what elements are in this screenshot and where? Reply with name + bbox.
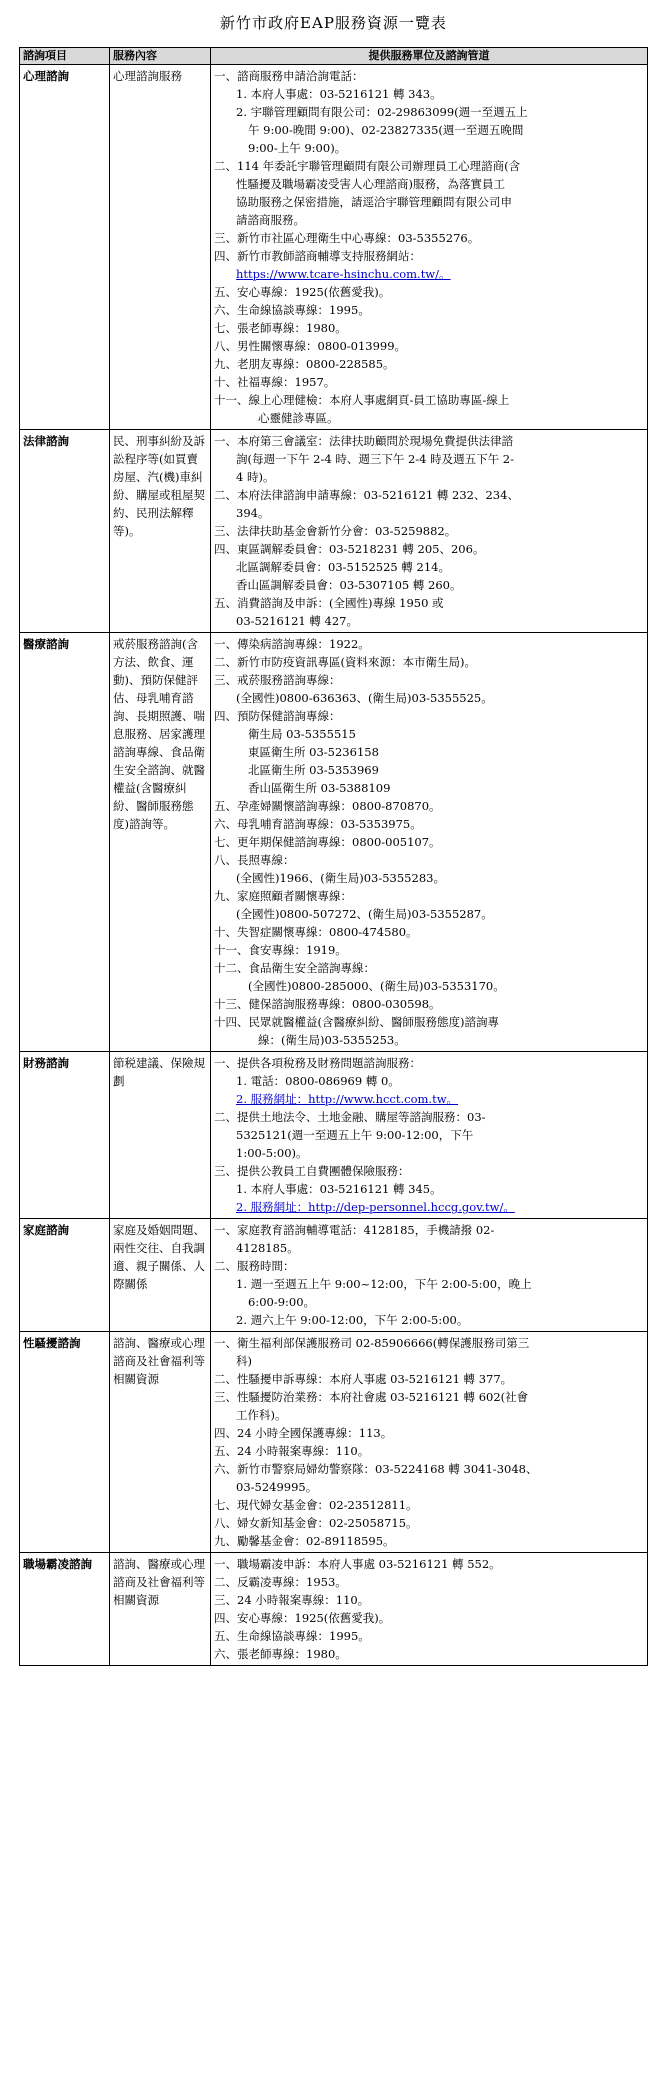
provider-line: 十一、食安專線：1919。 [214,943,347,957]
row-provider-list [211,633,648,1052]
provider-line: 一、家庭教育諮詢輔導電話：4128185，手機請撥 02- [214,1223,495,1237]
provider-line: 三、提供公教員工自費團體保險服務： [214,1164,410,1178]
provider-line: 心靈健診專區。 [258,411,339,425]
provider-line: 工作科)。 [236,1408,287,1422]
provider-line: 七、現代婦女基金會：02-23512811。 [214,1498,418,1512]
row-provider-list [211,1052,648,1219]
row-service: 戒菸服務諮詢(含方法、飲食、運動)、預防保健評估、母乳哺育諮詢、長期照護、喘息服務、居家護理諮詢專線、食品衛生安全諮詢、就醫權益(含醫療糾紛、醫師服務態度)諮詢等。 [110,633,211,1052]
provider-line: 十四、民眾就醫權益(含醫療糾紛、醫師服務態度)諮詢專 [214,1015,499,1029]
provider-line: 香山區衛生所 03-5388109 [248,781,391,795]
table-body [20,65,648,1666]
table-row [20,633,648,1052]
provider-line: 一、本府第三會議室：法律扶助顧問於現場免費提供法律諮 [214,434,513,448]
provider-line: 八、男性關懷專線：0800-013999。 [214,339,407,353]
row-category: 家庭諮詢 [20,1219,110,1332]
provider-line: 性騷擾及職場霸凌受害人心理諮商)服務，為落實員工 [236,177,505,191]
row-service: 家庭及婚姻問題、兩性交往、自我調適、親子關係、人際關係 [110,1219,211,1332]
provider-line: (全國性)1966、(衛生局)03-5355283。 [236,871,445,885]
provider-line: 詢(每週一下午 2-4 時、週三下午 2-4 時及週五下午 2- [236,452,515,466]
provider-line: 九、勵馨基金會：02-89118595。 [214,1534,395,1548]
provider-line: 香山區調解委員會：03-5307105 轉 260。 [236,578,462,592]
provider-line: 394。 [236,506,270,520]
provider-line: 二、服務時間： [214,1259,295,1273]
row-service: 民、刑事糾紛及訴訟程序等(如買賣房屋、汽(機)車糾紛、購屋或租屋契約、民刑法解釋等)。 [110,430,211,633]
provider-line: 三、性騷擾防治業務：本府社會處 03-5216121 轉 602(社會 [214,1390,529,1404]
provider-line: 十、社福專線：1957。 [214,375,336,389]
provider-line: 十三、健保諮詢服務專線：0800-030598。 [214,997,441,1011]
provider-line: 九、老朋友專線：0800-228585。 [214,357,395,371]
provider-line: 北區調解委員會：03-5152525 轉 214。 [236,560,450,574]
provider-line: 2. 週六上午 9:00-12:00，下午 2:00-5:00。 [236,1313,469,1327]
provider-line: 一、職場霸凌申訴：本府人事處 03-5216121 轉 552。 [214,1557,501,1571]
provider-line: 協助服務之保密措施，請逕洽宇聯管理顧問有限公司申 [236,195,512,209]
provider-line: 請諮商服務。 [236,213,305,227]
provider-link-line[interactable]: 2. 服務網址：http://dep-personnel.hccg.gov.tw/。 [236,1200,515,1214]
provider-line: 五、24 小時報案專線：110。 [214,1444,370,1458]
table-header-row [20,48,648,65]
provider-line: 科) [236,1354,252,1368]
provider-line: 六、張老師專線：1980。 [214,1647,347,1661]
provider-link-line[interactable]: 2. 服務網址：http://www.hcct.com.tw。 [236,1092,459,1106]
provider-line: (全國性)0800-636363、(衛生局)03-5355525。 [236,691,493,705]
provider-line: 四、預防保健諮詢專線： [214,709,341,723]
provider-line: 五、孕產婦關懷諮詢專線：0800-870870。 [214,799,441,813]
provider-line: 9:00-上午 9:00)。 [248,141,347,155]
provider-line: 1. 電話：0800-086969 轉 0。 [236,1074,400,1088]
row-provider-list [211,1553,648,1666]
table-row [20,1052,648,1219]
row-provider-list [211,1332,648,1553]
provider-line: 午 9:00-晚間 9:00)、02-23827335(週一至週五晚間 [248,123,524,137]
provider-line: (全國性)0800-507272、(衛生局)03-5355287。 [236,907,493,921]
provider-line: 四、安心專線：1925(依舊愛我)。 [214,1611,391,1625]
row-provider-list [211,65,648,430]
provider-line: 六、母乳哺育諮詢專線：03-5353975。 [214,817,422,831]
row-service: 節税建議、保險規劃 [110,1052,211,1219]
provider-line: 2. 宇聯管理顧問有限公司：02-29863099(週一至週五上 [236,105,528,119]
header-service: 服務內容 [110,48,211,65]
provider-line: 四、24 小時全國保護專線：113。 [214,1426,393,1440]
provider-line: 八、長照專線： [214,853,295,867]
provider-line: 二、新竹市防疫資訊專區(資料來源：本市衛生局)。 [214,655,476,669]
provider-line: 東區衛生所 03-5236158 [248,745,379,759]
provider-line: 03-5216121 轉 427。 [236,614,358,628]
table-row [20,430,648,633]
provider-line: 1. 週一至週五上午 9:00~12:00，下午 2:00-5:00，晚上 [236,1277,532,1291]
provider-line: 二、本府法律諮詢申請專線：03-5216121 轉 232、234、 [214,488,519,502]
provider-line: 五、生命線協談專線：1995。 [214,1629,370,1643]
provider-line: 十一、線上心理健檢：本府人事處網頁-員工協助專區-線上 [214,393,510,407]
row-service: 諮詢、醫療或心理諮商及社會福利等相關資源 [110,1553,211,1666]
row-category: 法律諮詢 [20,430,110,633]
provider-line: 5325121(週一至週五上午 9:00-12:00，下午 [236,1128,474,1142]
provider-line: 一、提供各項稅務及財務問題諮詢服務： [214,1056,421,1070]
provider-line: 6:00-9:00。 [248,1295,316,1309]
header-provider: 提供服務單位及諮詢管道 [211,48,648,65]
provider-line: 十二、食品衛生安全諮詢專線： [214,961,375,975]
provider-line: 二、114 年委託宇聯管理顧問有限公司辦理員工心理諮商(含 [214,159,521,173]
table-row [20,1332,648,1553]
provider-line: 一、傳染病諮詢專線：1922。 [214,637,370,651]
table-row [20,1219,648,1332]
provider-line: 北區衛生所 03-5353969 [248,763,379,777]
provider-line: 03-5249995。 [236,1480,318,1494]
provider-line: 五、消費諮詢及申訴：(全國性)專線 1950 或 [214,596,444,610]
provider-line: 二、提供土地法令、土地金融、購屋等諮詢服務：03- [214,1110,486,1124]
provider-line: 三、新竹市社區心理衛生中心專線：03-5355276。 [214,231,480,245]
provider-line: 九、家庭照顧者關懷專線： [214,889,352,903]
provider-line: 一、諮商服務申請洽詢電話： [214,69,364,83]
row-category: 財務諮詢 [20,1052,110,1219]
provider-line: 七、更年期保健諮詢專線：0800-005107。 [214,835,441,849]
page-title: 新竹市政府EAP服務資源一覽表 [220,14,447,32]
row-category: 性騷擾諮詢 [20,1332,110,1553]
provider-line: 十、失智症關懷專線：0800-474580。 [214,925,418,939]
provider-line: 三、戒菸服務諮詢專線： [214,673,341,687]
provider-line: 三、法律扶助基金會新竹分會：03-5259882。 [214,524,457,538]
provider-line: 1:00-5:00)。 [236,1146,308,1160]
provider-line: 二、性騷擾申訴專線：本府人事處 03-5216121 轉 377。 [214,1372,513,1386]
provider-line: 一、衛生福利部保護服務司 02-85906666(轉保護服務司第三 [214,1336,530,1350]
row-category: 醫療諮詢 [20,633,110,1052]
provider-line: 二、反霸凌專線：1953。 [214,1575,347,1589]
provider-line: 4 時)。 [236,470,275,484]
provider-line: 六、新竹市警察局婦幼警察隊：03-5224168 轉 3041-3048、 [214,1462,538,1476]
row-service: 諮詢、醫療或心理諮商及社會福利等相關資源 [110,1332,211,1553]
table-row [20,65,648,430]
eap-resource-table [19,47,648,1666]
provider-line: 四、新竹市教師諮商輔導支持服務網站： [214,249,421,263]
provider-line: 四、東區調解委員會：03-5218231 轉 205、206。 [214,542,485,556]
provider-line: 1. 本府人事處：03-5216121 轉 343。 [236,87,442,101]
provider-line: 五、安心專線：1925(依舊愛我)。 [214,285,391,299]
provider-link-line[interactable]: https://www.tcare-hsinchu.com.tw/。 [236,267,451,281]
provider-line: 4128185。 [236,1241,299,1255]
header-category: 諮詢項目 [20,48,110,65]
provider-line: 六、生命線協談專線：1995。 [214,303,370,317]
provider-line: 線：(衛生局)03-5355253。 [258,1033,406,1047]
provider-line: 三、24 小時報案專線：110。 [214,1593,370,1607]
provider-line: 七、張老師專線：1980。 [214,321,347,335]
provider-line: 1. 本府人事處：03-5216121 轉 345。 [236,1182,442,1196]
table-row [20,1553,648,1666]
row-category: 職場霸凌諮詢 [20,1553,110,1666]
provider-line: 衛生局 03-5355515 [248,727,356,741]
row-service: 心理諮詢服務 [110,65,211,430]
provider-line: 八、婦女新知基金會：02-25058715。 [214,1516,418,1530]
row-provider-list [211,1219,648,1332]
provider-line: (全國性)0800-285000、(衛生局)03-5353170。 [248,979,505,993]
row-category: 心理諮詢 [20,65,110,430]
row-provider-list [211,430,648,633]
